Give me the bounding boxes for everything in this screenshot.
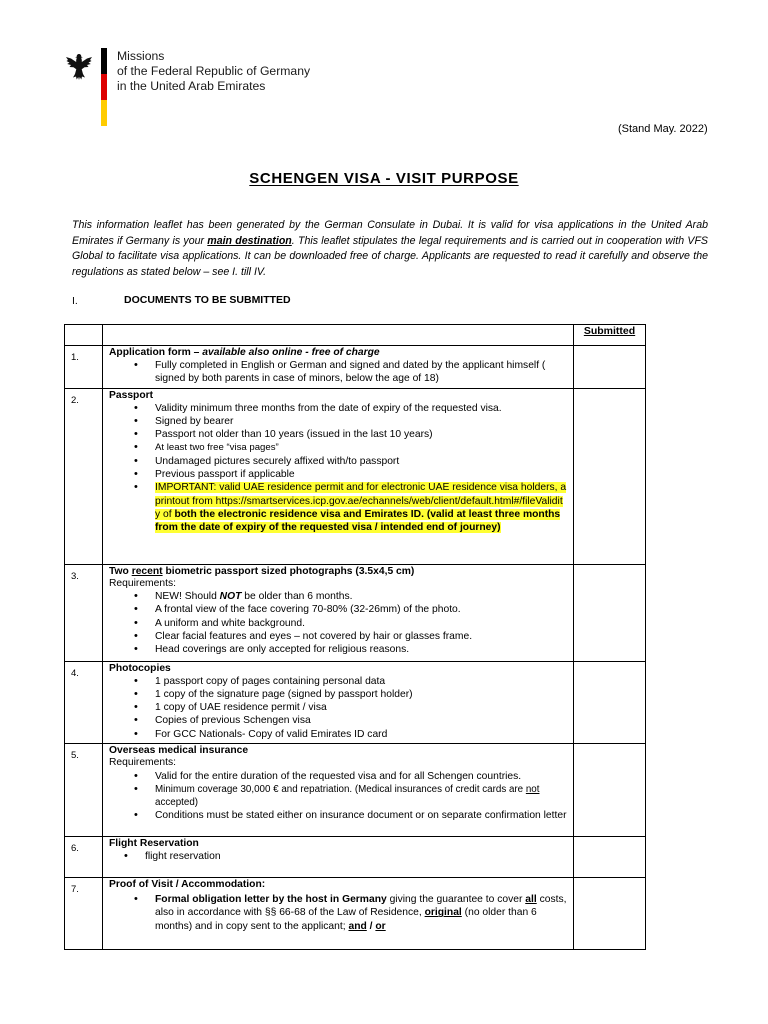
row-content	[103, 388, 574, 564]
flag-color-bar	[101, 48, 107, 126]
list-item: • 1 copy of UAE residence permit / visa	[155, 701, 567, 714]
row-number: 1.	[65, 346, 103, 389]
flag-stripe-red	[101, 74, 107, 100]
list-item	[155, 783, 567, 810]
list-item: • 1 passport copy of pages containing personal data	[155, 675, 567, 688]
item-text-emphasis: NOT	[219, 591, 242, 603]
row-title-underlined: recent	[131, 565, 163, 577]
item-text-original: original	[424, 907, 462, 919]
intro-part-1: This information leaflet has been generated by the German Consulate in Dubai. It is valid for visa applications in the United Arab Emirates if Germany is your	[72, 219, 708, 247]
page-title-text: SCHENGEN VISA - VISIT PURPOSE	[249, 170, 519, 187]
requirement-list	[109, 590, 567, 656]
list-item: • flight reservation	[145, 850, 567, 863]
row-number: 2.	[65, 388, 103, 564]
row-number: 7.	[65, 878, 103, 950]
row-subtitle: Requirements:	[109, 577, 176, 589]
requirement-list	[109, 770, 567, 823]
table-row	[65, 744, 646, 837]
list-item: • Conditions must be stated either on insurance document or on separate confirmation letter	[155, 809, 567, 822]
row-title	[109, 566, 567, 578]
row-content	[103, 837, 574, 878]
row-subtitle: Requirements:	[109, 757, 176, 769]
requirement-list	[109, 359, 567, 386]
list-item: • Copies of previous Schengen visa	[155, 714, 567, 727]
table-row	[65, 388, 646, 564]
table-row	[65, 878, 646, 950]
submitted-checkbox-cell[interactable]	[574, 388, 646, 564]
list-item: • A frontal view of the face covering 70-80% (32-26mm) of the photo.	[155, 603, 567, 616]
row-content	[103, 564, 574, 661]
table-row	[65, 661, 646, 743]
requirement-list	[109, 675, 567, 741]
row-number: 3.	[65, 564, 103, 661]
row-title-b: biometric passport sized photographs (3.5x4,5 cm)	[162, 565, 415, 577]
item-text-bold: Formal obligation letter by the host in Germany	[155, 894, 387, 906]
submitted-checkbox-cell[interactable]	[574, 744, 646, 837]
flag-stripe-gold	[101, 100, 107, 126]
item-text-and: and	[348, 920, 367, 932]
item-text-underlined: not	[525, 783, 540, 795]
row-title-bold: Application form –	[109, 347, 203, 358]
row-number: 5.	[65, 744, 103, 837]
row-title-a: Two	[109, 565, 132, 577]
section-number: I.	[72, 295, 78, 307]
documents-table	[64, 324, 646, 950]
item-text-b: accepted)	[155, 797, 199, 809]
list-item: • 1 copy of the signature page (signed by passport holder)	[155, 688, 567, 701]
header-content-cell	[103, 325, 574, 346]
item-text-c: be older than 6 months.	[241, 591, 353, 603]
row-content	[103, 878, 574, 950]
important-note: IMPORTANT: valid UAE residence permit and for electronic UAE residence visa holders, a printout from https://smartservices.icp.gov.ae/echannels/web/client/default.html#/fileValidity of	[155, 482, 567, 520]
stand-date: (Stand May. 2022)	[618, 123, 708, 135]
requirement-list	[109, 893, 567, 933]
list-item: • Undamaged pictures securely affixed with/to passport	[155, 455, 567, 468]
submitted-header: Submitted	[574, 325, 646, 346]
table-row	[65, 346, 646, 389]
intro-emphasis: main destination	[207, 234, 292, 247]
row-title: Passport	[109, 389, 154, 401]
row-title: Photocopies	[109, 662, 171, 674]
item-text-a: NEW! Should	[155, 591, 220, 603]
intro-paragraph	[72, 218, 708, 280]
header-num-cell	[65, 325, 103, 346]
submitted-checkbox-cell[interactable]	[574, 878, 646, 950]
org-line-2: of the Federal Republic of Germany	[117, 64, 311, 78]
list-item: • Clear facial features and eyes – not covered by hair or glasses frame.	[155, 630, 567, 643]
list-item: • A uniform and white background.	[155, 617, 567, 630]
row-title-italic: available also online - free of charge	[202, 347, 380, 358]
item-text-all: all	[525, 894, 537, 906]
table-row	[65, 564, 646, 661]
org-line-1: Missions	[117, 49, 165, 63]
list-item: • Passport not older than 10 years (issued in the last 10 years)	[155, 428, 567, 441]
submitted-checkbox-cell[interactable]	[574, 346, 646, 389]
item-text-or: or	[375, 920, 386, 932]
federal-eagle-icon	[64, 50, 94, 84]
item-text-slash: /	[366, 920, 376, 932]
requirement-list	[109, 850, 567, 863]
submitted-checkbox-cell[interactable]	[574, 837, 646, 878]
row-title	[109, 347, 567, 359]
list-item: • Fully completed in English or German and signed and dated by the applicant himself ( signed by both parents in case of minors, below the age of 18)	[155, 359, 567, 386]
row-title: Overseas medical insurance	[109, 745, 249, 757]
submitted-checkbox-cell[interactable]	[574, 661, 646, 743]
row-content	[103, 661, 574, 743]
page-title	[0, 170, 768, 187]
row-content	[103, 744, 574, 837]
list-item: • Previous passport if applicable	[155, 468, 567, 481]
list-item	[155, 893, 567, 933]
item-text-c: (no older than 6 months) and in copy sent to the applicant;	[155, 907, 537, 932]
item-text-b: costs, also in accordance with §§ 66-68 of the Law of Residence,	[155, 894, 567, 919]
list-item-important	[155, 481, 567, 534]
section-title: DOCUMENTS TO BE SUBMITTED	[124, 294, 291, 306]
list-item: • Signed by bearer	[155, 415, 567, 428]
submitted-checkbox-cell[interactable]	[574, 564, 646, 661]
list-item: • For GCC Nationals- Copy of valid Emirates ID card	[155, 728, 567, 741]
list-item: • Head coverings are only accepted for religious reasons.	[155, 643, 567, 656]
intro-part-2: . This leaflet stipulates the legal requirements and is carried out in cooperation with VFS Global to facilitate visa applications. It can be downloaded free of charge. Applicants are requested to read it carefully and observe the regulations as stated below – see I. till IV.	[72, 234, 708, 278]
list-item: • Validity minimum three months from the date of expiry of the requested visa.	[155, 402, 567, 415]
table-header-row	[65, 325, 646, 346]
table-row	[65, 837, 646, 878]
list-item: • Valid for the entire duration of the requested visa and for all Schengen countries.	[155, 770, 567, 783]
row-title: Flight Reservation	[109, 838, 199, 850]
row-content	[103, 346, 574, 389]
list-item	[155, 590, 567, 603]
requirement-list	[109, 402, 567, 535]
row-number: 6.	[65, 837, 103, 878]
important-note-bold: both the electronic residence visa and Emirates ID. (valid at least three months from the date of expiry of the requested visa / intended end of journey)	[155, 508, 561, 534]
item-text-a: Minimum coverage 30,000 € and repatriation. (Medical insurances of credit cards are	[155, 783, 526, 795]
org-line-3: in the United Arab Emirates	[117, 79, 266, 93]
row-number: 4.	[65, 661, 103, 743]
organization-name	[117, 49, 310, 94]
row-title: Proof of Visit / Accommodation:	[109, 879, 266, 891]
item-text-a: giving the guarantee to cover	[386, 894, 526, 906]
flag-stripe-black	[101, 48, 107, 74]
list-item: • At least two free “visa pages”	[155, 441, 567, 454]
